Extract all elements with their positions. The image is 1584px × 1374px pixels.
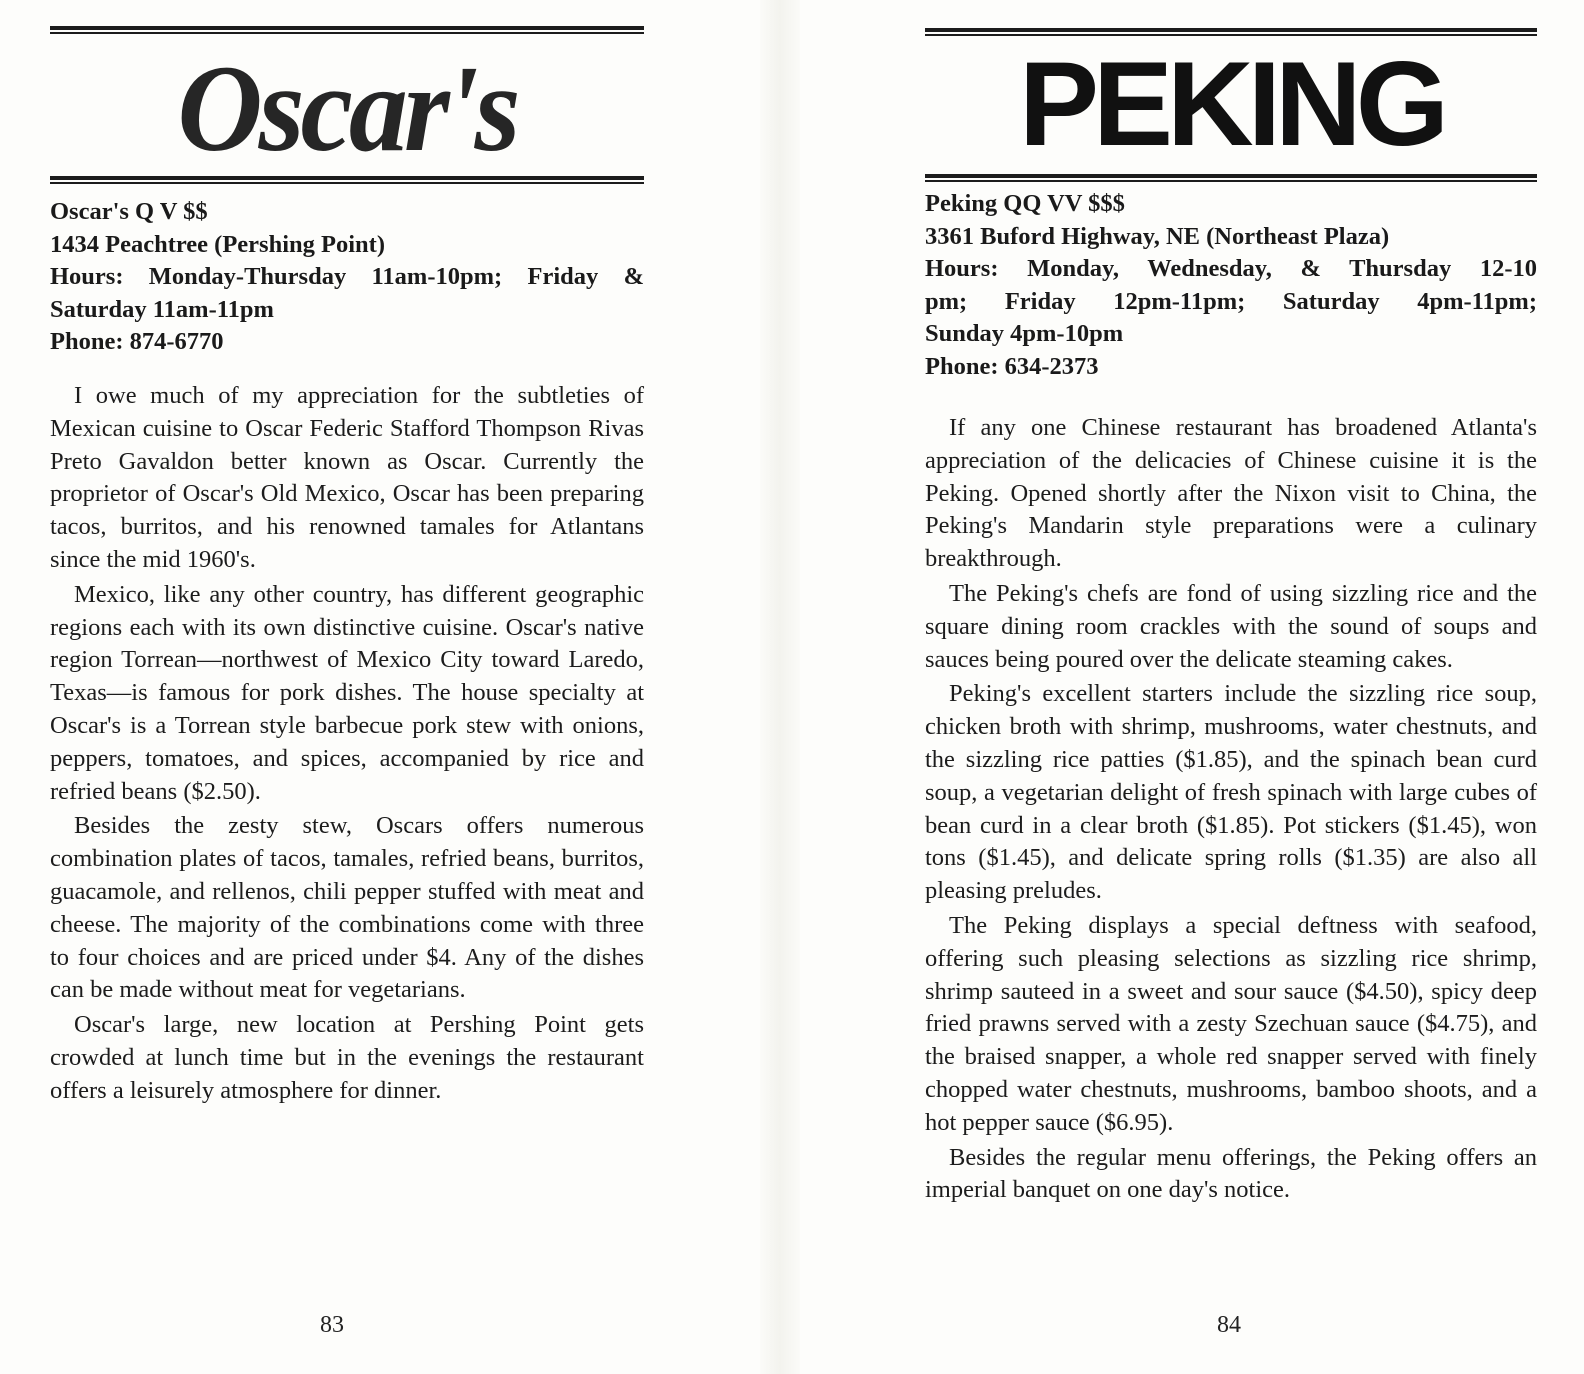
masthead-oscars (50, 0, 644, 178)
masthead-peking (925, 0, 1537, 171)
masthead-bottom-rule (50, 176, 644, 184)
review-body (925, 412, 1537, 1207)
restaurant-info (925, 188, 1537, 384)
review-paragraph: Besides the regular menu offerings, the Peking offers an imperial banquet on one day's notice. (925, 1143, 1537, 1204)
restaurant-hours-line: Sunday 4pm-10pm (925, 320, 1124, 348)
masthead-top-rule (925, 28, 1537, 36)
review-paragraph: Peking's excellent starters include the sizzling rice soup, chicken broth with shrimp, mushrooms, water chestnuts, and the sizzling rice patties ($1.85), and the spinach bean curd soup, a vegetarian delight of fresh spinach with large cubes of bean curd in a clear broth ($1.85). Pot stickers ($1.45), won tons ($1.45), and delicate spring rolls ($1.35) are also all pleasing preludes. (925, 680, 1537, 905)
page-number: 83 (320, 1312, 344, 1338)
page-gutter (760, 0, 800, 1374)
restaurant-phone: Phone: 874-6770 (50, 328, 224, 356)
review-paragraph: I owe much of my appreciation for the subtleties of Mexican cuisine to Oscar Federic Stafford Thompson Rivas Preto Gavaldon better known as Oscar. Currently the proprietor of Oscar's Old Mexico, Oscar has been preparing tacos, burritos, and his renowned tamales for Atlantans since the mid 1960's. (50, 382, 644, 573)
review-paragraph: The Peking's chefs are fond of using sizzling rice and the square dining room crackles with the sound of soups and sauces being poured over the delicate steaming cakes. (925, 579, 1537, 673)
restaurant-address: 1434 Peachtree (Pershing Point) (50, 230, 385, 258)
restaurant-hours-line: Hours: Monday-Thursday 11am-10pm; Friday & (50, 263, 644, 291)
review-paragraph: If any one Chinese restaurant has broadened Atlanta's appreciation of the delicacies of Chinese cuisine it is the Peking. Opened shortly after the Nixon visit to China, the Peking's Mandarin style preparations were a culinary breakthrough. (925, 414, 1537, 573)
review-paragraph: Besides the zesty stew, Oscars offers numerous combination plates of tacos, tamales, refried beans, burritos, guacamole, and rellenos, chili pepper stuffed with meat and cheese. The majority of the combinations come with three to four choices and are priced under $4. Any of the dishes can be made without meat for vegetarians. (50, 812, 644, 1004)
page-left (50, 0, 644, 1374)
restaurant-info (50, 196, 644, 359)
review-paragraph: Mexico, like any other country, has different geographic regions each with its own distinctive cuisine. Oscar's native region Torrean—northwest of Mexico City toward Laredo, Texas—is famous for pork dishes. The house specialty at Oscar's is a Torrean style barbecue pork stew with onions, peppers, tomatoes, and spices, accompanied by rice and refried beans ($2.50). (50, 580, 644, 805)
restaurant-phone: Phone: 634-2373 (925, 352, 1099, 380)
restaurant-address: 3361 Buford Highway, NE (Northeast Plaza) (925, 222, 1390, 250)
review-paragraph: The Peking displays a special deftness with seafood, offering such pleasing selections as sizzling rice shrimp, shrimp sauteed in a sweet and sour sauce ($4.50), spicy deep fried prawns served with a zesty Szechuan sauce ($4.75), and the braised snapper, a whole red snapper served with finely chopped water chestnuts, mushrooms, bamboo shoots, and a hot pepper sauce ($6.95). (925, 911, 1537, 1136)
restaurant-hours-line: Saturday 11am-11pm (50, 295, 274, 323)
masthead-bottom-rule (925, 174, 1537, 182)
page-number: 84 (1217, 1312, 1241, 1338)
restaurant-name-rating: Peking QQ VV $$$ (925, 190, 1125, 217)
page-right (925, 0, 1537, 1374)
oscars-logo: Oscar's (177, 39, 517, 178)
peking-logo: PEKING (1018, 37, 1444, 171)
masthead-top-rule (50, 26, 644, 34)
review-body (50, 380, 644, 1108)
review-paragraph: Oscar's large, new location at Pershing Point gets crowded at lunch time but in the evenings the restaurant offers a leisurely atmosphere for dinner. (50, 1011, 644, 1104)
restaurant-hours-line: Hours: Monday, Wednesday, & Thursday 12-10 (925, 255, 1537, 283)
restaurant-name-rating: Oscar's Q V $$ (50, 198, 208, 225)
restaurant-hours-line: pm; Friday 12pm-11pm; Saturday 4pm-11pm; (925, 287, 1537, 315)
